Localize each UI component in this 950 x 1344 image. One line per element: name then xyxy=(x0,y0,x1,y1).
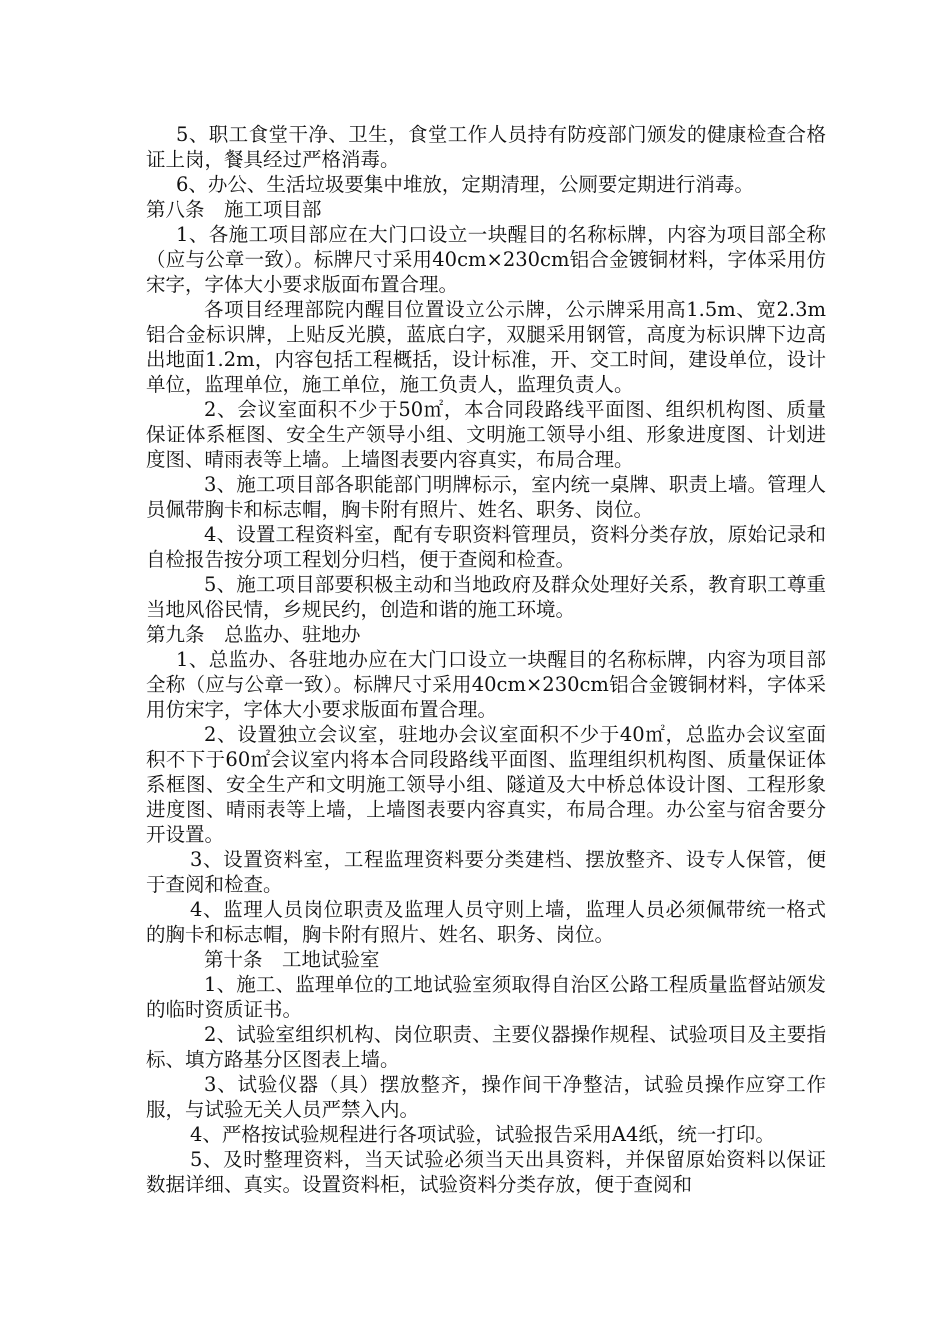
paragraph-canteen-hygiene: 5、职工食堂干净、卫生，食堂工作人员持有防疫部门颁发的健康检查合格证上岗，餐具经过严格消毒。 xyxy=(146,123,826,171)
paragraph-lab-certificate: 1、施工、监理单位的工地试验室须取得自治区公路工程质量监督站颁发的临时资质证书。 xyxy=(146,973,826,1021)
paragraph-meeting-room: 2、会议室面积不少于50㎡，本合同段路线平面图、组织机构图、质量保证体系框图、安全生产领导小组、文明施工领导小组、形象进度图、计划进度图、晴雨表等上墙。上墙图表要内容真实，布局合理。 xyxy=(146,398,826,471)
paragraph-community-relations: 5、施工项目部要积极主动和当地政府及群众处理好关系，教育职工尊重当地风俗民情，乡规民约，创造和谐的施工环境。 xyxy=(146,573,826,621)
paragraph-supervision-signboard: 1、总监办、各驻地办应在大门口设立一块醒目的名称标牌，内容为项目部全称（应与公章一致）。标牌尺寸采用40cm×230cm铝合金镀铜材料，字体采用仿宋字，字体大小要求版面布置合理。 xyxy=(146,648,826,721)
paragraph-lab-instruments: 3、试验仪器（具）摆放整齐，操作间干净整洁，试验员操作应穿工作服，与试验无关人员严禁入内。 xyxy=(146,1073,826,1121)
section-heading-article-10: 第十条 工地试验室 xyxy=(204,948,380,971)
section-heading-article-8: 第八条 施工项目部 xyxy=(146,198,322,221)
paragraph-test-procedures: 4、严格按试验规程进行各项试验，试验报告采用A4纸，统一打印。 xyxy=(190,1123,775,1146)
paragraph-public-notice-board: 各项目经理部院内醒目位置设立公示牌，公示牌采用高1.5m、宽2.3m铝合金标识牌，上贴反光膜，蓝底白字，双腿采用钢管，高度为标识牌下边高出地面1.2m，内容包括工程概括，设计标准，开、交工时间，建设单位，设计单位，监理单位，施工单位，施工负责人，监理负责人。 xyxy=(146,298,826,396)
paragraph-supervision-records: 3、设置资料室，工程监理资料要分类建档、摆放整齐、设专人保管，便于查阅和检查。 xyxy=(146,848,826,896)
paragraph-project-signboard: 1、各施工项目部应在大门口设立一块醒目的名称标牌，内容为项目部全称（应与公章一致）。标牌尺寸采用40cm×230cm铝合金镀铜材料，字体采用仿宋字，字体大小要求版面布置合理。 xyxy=(146,223,826,296)
paragraph-records-room: 4、设置工程资料室，配有专职资料管理员，资料分类存放，原始记录和自检报告按分项工程划分归档，便于查阅和检查。 xyxy=(146,523,826,571)
document-page xyxy=(146,122,826,1197)
paragraph-supervisor-duties: 4、监理人员岗位职责及监理人员守则上墙，监理人员必须佩带统一格式的胸卡和标志帽，胸卡附有照片、姓名、职务、岗位。 xyxy=(146,898,826,946)
paragraph-garbage-disposal: 6、办公、生活垃圾要集中堆放，定期清理，公厕要定期进行消毒。 xyxy=(176,173,754,196)
section-heading-article-9: 第九条 总监办、驻地办 xyxy=(146,623,361,646)
paragraph-supervision-meeting-room: 2、设置独立会议室，驻地办会议室面积不少于40㎡，总监办会议室面积不下于60㎡会议室内将本合同段路线平面图、监理组织机构图、质量保证体系框图、安全生产和文明施工领导小组、隧道及大中桥总体设计图、工程形象进度图、晴雨表等上墙，上墙图表要内容真实，布局合理。办公室与宿舍要分开设置。 xyxy=(146,723,826,846)
paragraph-lab-organization: 2、试验室组织机构、岗位职责、主要仪器操作规程、试验项目及主要指标、填方路基分区图表上墙。 xyxy=(146,1023,826,1071)
paragraph-test-records: 5、及时整理资料，当天试验必须当天出具资料，并保留原始资料以保证数据详细、真实。设置资料柜，试验资料分类存放，便于查阅和 xyxy=(146,1148,826,1196)
paragraph-department-signs: 3、施工项目部各职能部门明牌标示，室内统一桌牌、职责上墙。管理人员佩带胸卡和标志帽，胸卡附有照片、姓名、职务、岗位。 xyxy=(146,473,826,521)
